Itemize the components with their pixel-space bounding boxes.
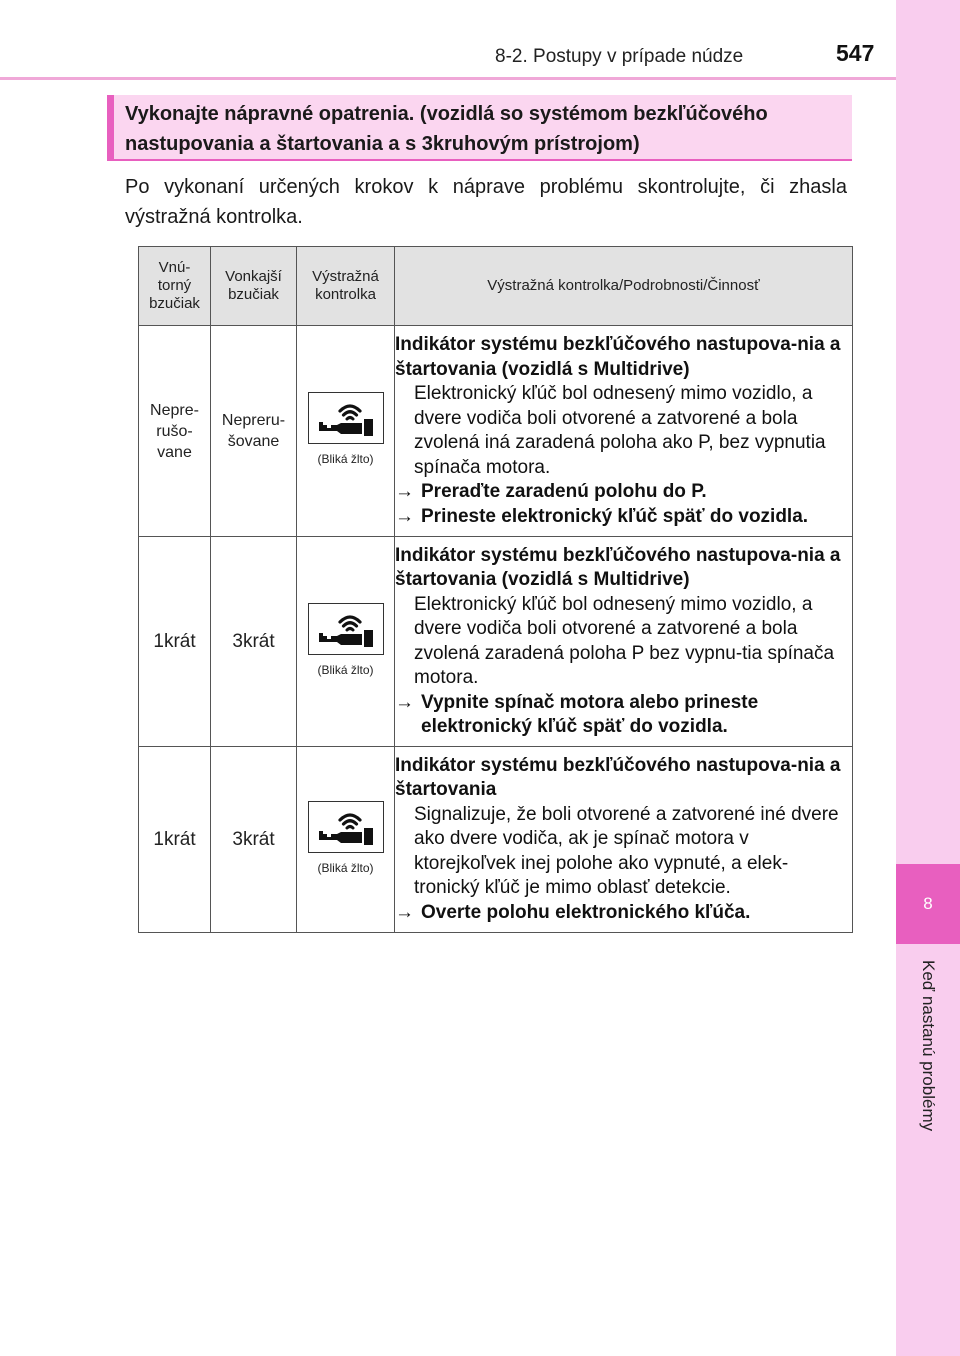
detail-cell bbox=[395, 537, 853, 747]
indicator-caption: (Bliká žlto) bbox=[317, 452, 374, 466]
header-section-title: 8-2. Postupy v prípade núdze bbox=[495, 46, 744, 67]
action-item bbox=[395, 901, 852, 926]
table-row bbox=[139, 747, 853, 933]
action-item bbox=[395, 505, 852, 530]
cell-line: 3krát bbox=[232, 829, 275, 850]
header-external-buzzer bbox=[211, 247, 297, 326]
cell-line: torný bbox=[157, 277, 192, 294]
table-row bbox=[139, 537, 853, 747]
warning-description: Elektronický kľúč bol odnesený mimo vozidlo, a dvere vodiča boli otvorené a zatvorené a bola zvolená zaradená poloha P bez vypnu-tia spínača motora. bbox=[414, 593, 835, 688]
chapter-title-label: Keď nastanú problémy bbox=[919, 960, 938, 1132]
chapter-number-tab[interactable]: 8 bbox=[896, 864, 960, 944]
action-list bbox=[395, 480, 852, 529]
action-item bbox=[395, 480, 852, 505]
warning-light-cell bbox=[297, 537, 395, 747]
chapter-title-tab[interactable] bbox=[898, 960, 958, 1180]
cell-line: kontrolka bbox=[315, 286, 376, 303]
action-list bbox=[395, 901, 852, 926]
external-buzzer-cell bbox=[211, 747, 297, 933]
internal-buzzer-cell bbox=[139, 747, 211, 933]
smart-key-indicator-icon bbox=[308, 801, 384, 853]
action-text: Overte polohu elektronického kľúča. bbox=[421, 901, 751, 923]
cell-line: 3krát bbox=[232, 631, 275, 652]
action-list bbox=[395, 691, 852, 740]
cell-line: Výstražná bbox=[312, 268, 379, 285]
header-internal-buzzer bbox=[139, 247, 211, 326]
arrow-right-icon: → bbox=[395, 691, 414, 713]
cell-line: bzučiak bbox=[228, 286, 279, 303]
arrow-right-icon: → bbox=[395, 901, 414, 923]
internal-buzzer-cell bbox=[139, 326, 211, 537]
internal-buzzer-cell bbox=[139, 537, 211, 747]
cell-line: Nepre- bbox=[150, 401, 199, 419]
warning-light-cell bbox=[297, 747, 395, 933]
cell-line: Vnú- bbox=[158, 259, 191, 276]
intro-paragraph: Po vykonaní určených krokov k náprave problému skontrolujte, či zhasla výstražná kontrolka. bbox=[125, 176, 847, 228]
table-header-row bbox=[139, 247, 853, 326]
cell-line: 1krát bbox=[153, 631, 196, 652]
page-number: 547 bbox=[836, 40, 875, 66]
arrow-right-icon: → bbox=[395, 505, 414, 527]
warning-title: Indikátor systému bezkľúčového nastupova-nia a štartovania (vozidlá s Multidrive) bbox=[395, 334, 841, 380]
warning-description: Elektronický kľúč bol odnesený mimo vozidlo, a dvere vodiča boli otvorené a zatvorené a bola zvolená iná zaradená poloha ako P, bez vypnutia spínača motora. bbox=[414, 383, 826, 478]
smart-key-indicator-icon bbox=[308, 603, 384, 655]
warning-description: Signalizuje, že boli otvorené a zatvorené iné dvere ako dvere vodiča, ak je spínač motora v ktorejkoľvek inej polohe ako vypnuté, a elek-tronický kľúč je mimo oblasť detekcie. bbox=[414, 803, 839, 899]
warning-table bbox=[138, 246, 853, 933]
action-text: Preraďte zaradenú polohu do P. bbox=[421, 481, 707, 502]
cell-line: Vonkajší bbox=[225, 268, 282, 285]
cell-line: 1krát bbox=[153, 829, 196, 850]
arrow-right-icon: → bbox=[395, 481, 414, 502]
external-buzzer-cell bbox=[211, 326, 297, 537]
cell-line: vane bbox=[157, 443, 192, 461]
warning-title: Indikátor systému bezkľúčového nastupova-nia a štartovania bbox=[395, 754, 841, 801]
action-text: Vypnite spínač motora alebo prineste elektronický kľúč späť do vozidla. bbox=[421, 691, 759, 737]
indicator-caption: (Bliká žlto) bbox=[317, 860, 374, 875]
cell-line: rušo- bbox=[156, 422, 193, 440]
action-text: Prineste elektronický kľúč späť do vozidla. bbox=[421, 505, 809, 527]
warning-title: Indikátor systému bezkľúčového nastupova-nia a štartovania (vozidlá s Multidrive) bbox=[395, 544, 841, 590]
cell-line: šovane bbox=[227, 433, 280, 450]
detail-cell bbox=[395, 747, 853, 933]
warning-light-cell bbox=[297, 326, 395, 537]
table-row bbox=[139, 326, 853, 537]
detail-cell bbox=[395, 326, 853, 537]
action-item bbox=[395, 691, 852, 740]
external-buzzer-cell bbox=[211, 537, 297, 747]
header-divider bbox=[0, 77, 896, 80]
cell-line: bzučiak bbox=[149, 295, 200, 312]
smart-key-indicator-icon bbox=[308, 392, 384, 444]
header-details: Výstražná kontrolka/Podrobnosti/Činnosť bbox=[395, 247, 853, 326]
indicator-caption: (Bliká žlto) bbox=[317, 662, 374, 677]
section-heading: Vykonajte nápravné opatrenia. (vozidlá so systémom bezkľúčového nastupovania a štartovania a s 3kruhovým prístrojom) bbox=[107, 95, 852, 161]
cell-line: Nepreru- bbox=[221, 412, 286, 429]
header-warning-light bbox=[297, 247, 395, 326]
